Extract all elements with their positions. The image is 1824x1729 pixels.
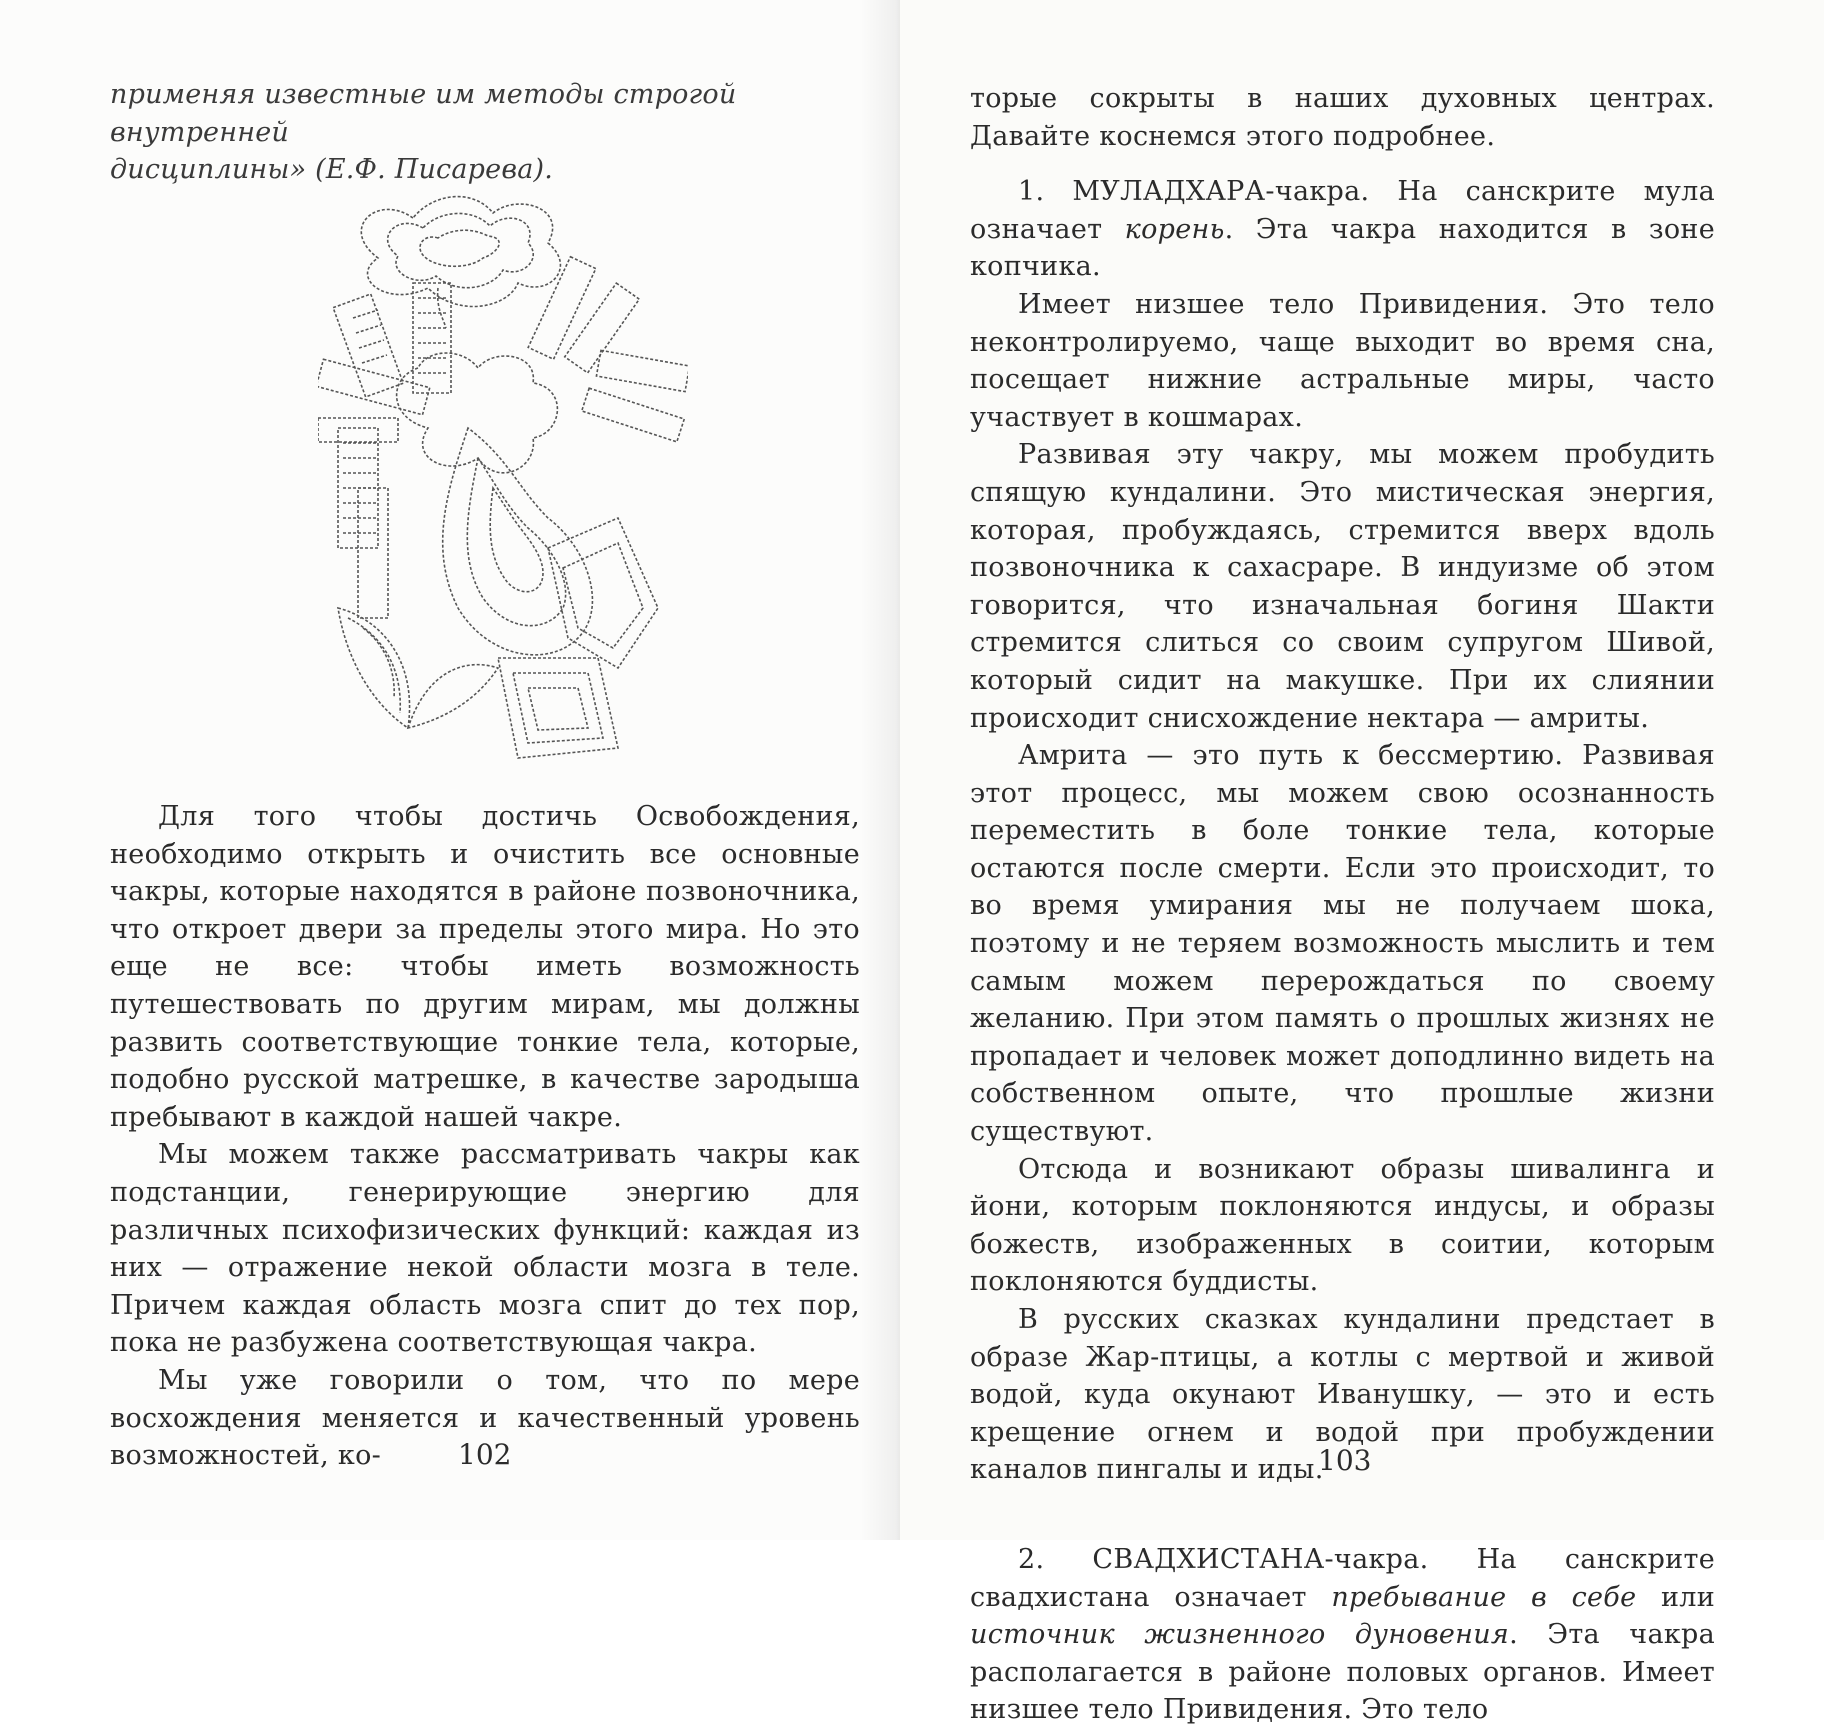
chakra-2-lead: 2. СВАДХИСТАНА-чакра. На санскрите свадхистана означает [970, 1543, 1715, 1613]
chakra-2-mid: или [1636, 1581, 1715, 1613]
chakra-2-italic-1: пребывание в себе [1331, 1581, 1637, 1613]
left-page [0, 0, 900, 1540]
illustration-drawing [318, 188, 688, 768]
intro-quote [110, 76, 860, 189]
paragraph: Мы уже говорили о том, что по мере восхождения меняется и качественный уровень возможностей, ко- [110, 1364, 860, 1472]
spacer [970, 155, 1715, 173]
chakra-2-italic-2: источник жизненного дуновения [970, 1619, 1510, 1651]
paragraph: Развивая эту чакру, мы можем пробудить спящую кундалини. Это мистическая энергия, которая, пробуждаясь, стремится вверх вдоль позвоночника к сахасраре. В индуизме об этом говорится, что изначальная богиня Шакти стремится слиться со своим супругом Шивой, который сидит на макушке. При их слиянии происходит снисхождение нектара — амриты. [970, 439, 1715, 734]
chakra-1-lead: 1. МУЛАДХАРА-чакра. На санскрите мула означает [970, 176, 1715, 245]
quote-line: применяя известные им методы строгой внутренней [110, 79, 737, 148]
paragraph: Отсюда и возникают образы шивалинга и йони, которым поклоняются индусы, и образы божеств, изображенных в соитии, которым поклоняются буддисты. [970, 1153, 1715, 1298]
spacer [970, 1489, 1715, 1541]
page-number-right: 103 [1318, 1444, 1372, 1477]
chakra-illustration [318, 188, 688, 768]
paragraph: Мы можем также рассматривать чакры как подстанции, генерирующие энергию для различных психофизических функций: каждая из них — отражение некой области мозга в теле. Причем каждая область мозга спит до тех пор, пока не разбужена соответствующая чакра. [110, 1139, 860, 1359]
chakra-1-italic: корень [1124, 213, 1225, 245]
paragraph: Для того чтобы достичь Освобождения, необходимо открыть и очистить все основные чакры, которые находятся в районе позвоночника, что откроет двери за пределы этого мира. Но это еще не все: чтобы иметь возможность путешествовать по другим мирам, мы должны развить соответствующие тонкие тела, которые, подобно русской матрешке, в качестве зародыша пребывают в каждой нашей чакре. [110, 801, 860, 1133]
paragraph: торые сокрыты в наших духовных центрах. Давайте коснемся этого подробнее. [970, 83, 1715, 152]
chakra-2-heading [970, 1541, 1715, 1729]
chakra-2-tail: . Эта чакра располагается в районе половых органов. Имеет низшее тело Привидения. Это тело [970, 1619, 1715, 1726]
quote-line: дисциплины» (Е.Ф. Писарева). [110, 154, 554, 186]
chakra-1-heading [970, 173, 1715, 286]
paragraph: Имеет низшее тело Привидения. Это тело неконтролируемо, чаще выходит во время сна, посещает нижние астральные миры, часто участвует в кошмарах. [970, 288, 1715, 433]
chakra-1-tail: . Эта чакра находится в зоне копчика. [970, 213, 1715, 283]
right-body-text [970, 80, 1715, 1729]
paragraph: Амрита — это путь к бессмертию. Развивая этот процесс, мы можем свою осознанность переместить в боле тонкие тела, которые остаются после смерти. Если это происходит, то во время умирания мы не получаем шока, поэтому и не теряем возможность мыслить и тем самым можем перерождаться по своему желанию. При этом память о прошлых жизнях не пропадает и человек может доподлинно видеть на собственном опыте, что прошлые жизни существуют. [970, 740, 1715, 1148]
left-body-text [110, 798, 860, 1475]
paragraph: В русских сказках кундалини предстает в образе Жар-птицы, а котлы с мертвой и живой водой, куда окунают Иванушку, — это и есть крещение огнем и водой при пробуждении каналов пингалы и иды. [970, 1304, 1715, 1486]
page-number-left: 102 [458, 1438, 512, 1471]
